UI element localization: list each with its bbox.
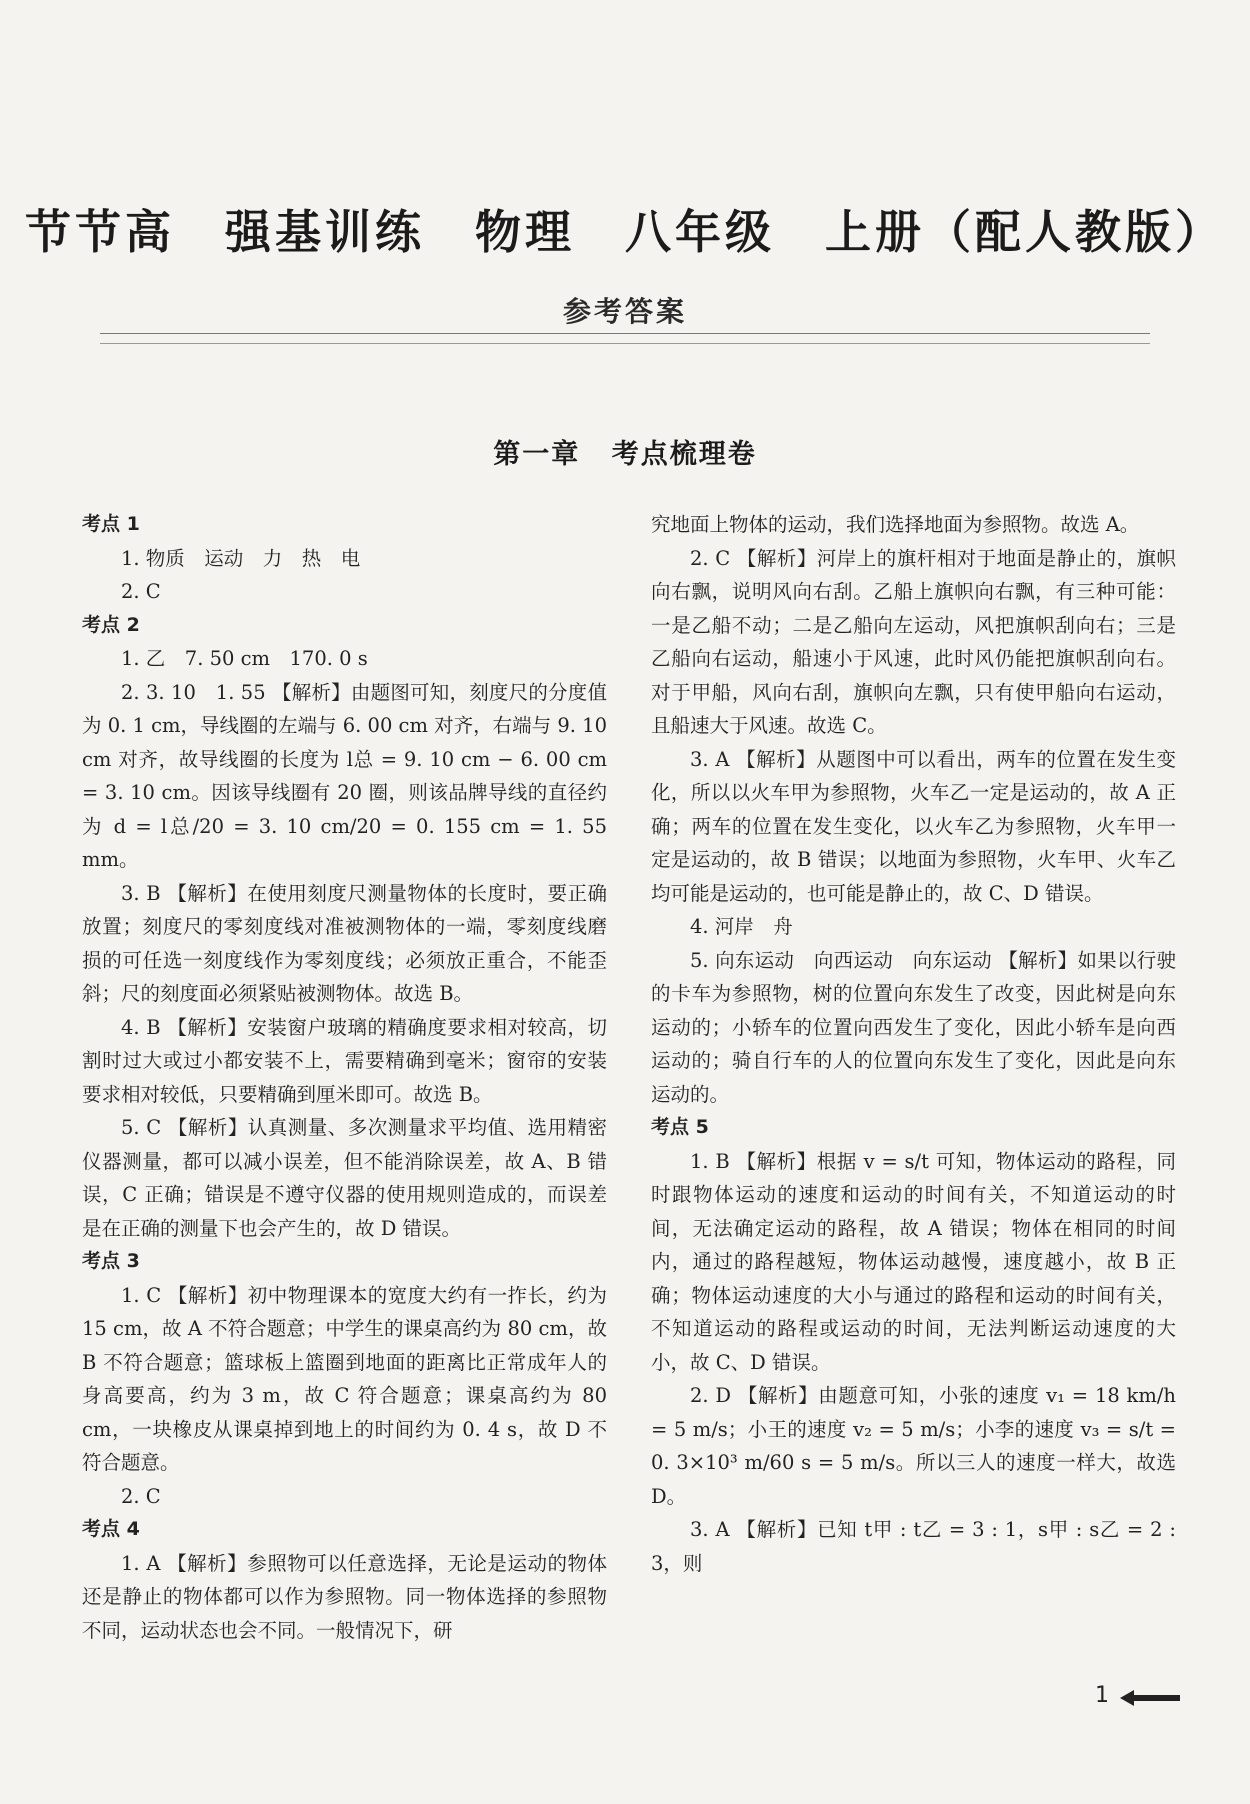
page-title: 节节高 强基训练 物理 八年级 上册（配人教版） xyxy=(24,205,1226,259)
chapter-heading: 第一章 考点梳理卷 xyxy=(493,439,757,470)
right-column xyxy=(651,508,1176,1580)
answer-paragraph: 2. D 【解析】由题意可知，小张的速度 v₁ = 18 km/h = 5 m/s；小王的速度 v₂ = 5 m/s；小李的速度 v₃ = s/t = 0. 3×10³ m/60 s = 5 m/s。所以三人的速度一样大，故选 D。 xyxy=(651,1384,1176,1508)
section-heading: 考点 4 xyxy=(82,1518,140,1540)
answer-paragraph: 5. C 【解析】认真测量、多次测量求平均值、选用精密仪器测量，都可以减小误差，但不能消除误差，故 A、B 错误，C 正确；错误是不遵守仪器的使用规则造成的，而误差是在正确的测量下也会产生的，故 D 错误。 xyxy=(82,1116,607,1240)
answer-paragraph: 1. 物质 运动 力 热 电 xyxy=(121,546,361,570)
answer-paragraph: 2. C xyxy=(121,1484,161,1508)
page-number: 1 xyxy=(1095,1683,1109,1708)
answer-paragraph: 1. C 【解析】初中物理课本的宽度大约有一拃长，约为 15 cm，故 A 不符合题意；中学生的课桌高约为 80 cm，故 B 不符合题意；篮球板上篮圈到地面的距离比正常成年人的身高要高，约为 3 m，故 C 符合题意；课桌高约为 80 cm，一块橡皮从课桌掉到地上的时间约为 0. 4 s，故 D 不符合题意。 xyxy=(82,1283,607,1474)
page-subtitle: 参考答案 xyxy=(562,295,687,328)
section-heading: 考点 5 xyxy=(651,1116,709,1138)
answer-paragraph: 4. 河岸 舟 xyxy=(690,915,793,938)
left-column xyxy=(82,508,607,1647)
answer-paragraph: 3. A 【解析】从题图中可以看出，两车的位置在发生变化，所以以火车甲为参照物，火车乙一定是运动的，故 A 正确；两车的位置在发生变化，以火车乙为参照物，火车甲一定是运动的，故 B 错误；以地面为参照物，火车甲、火车乙均可能是运动的，也可能是静止的，故 C、D 错误。 xyxy=(651,747,1176,905)
answer-paragraph: 1. 乙 7. 50 cm 170. 0 s xyxy=(121,647,368,670)
answer-paragraph: 5. 向东运动 向西运动 向东运动 【解析】如果以行驶的卡车为参照物，树的位置向东发生了改变，因此树是向东运动的；小轿车的位置向西发生了变化，因此小轿车是向西运动的；骑自行车的人的位置向东发生了变化，因此是向东运动的。 xyxy=(651,948,1176,1106)
answer-paragraph: 2. C xyxy=(121,580,161,603)
section-heading: 考点 1 xyxy=(82,513,140,535)
answer-paragraph: 1. B 【解析】根据 v = s/t 可知，物体运动的路程，同时跟物体运动的速度和运动的时间有关，不知道运动的时间，无法确定运动的路程，故 A 错误；物体在相同的时间内，通过的路程越短，物体运动越慢，速度越小，故 B 正确；物体运动速度的大小与通过的路程和运动的时间有关，不知道运动的路程或运动的时间，无法判断运动速度的大小，故 C、D 错误。 xyxy=(651,1149,1176,1374)
header-rule-top xyxy=(100,333,1150,334)
answer-paragraph: 4. B 【解析】安装窗户玻璃的精确度要求相对较高，切割时过大或过小都安装不上，需要精确到毫米；窗帘的安装要求相对较低，只要精确到厘米即可。故选 B。 xyxy=(82,1015,607,1106)
section-heading: 考点 3 xyxy=(82,1250,140,1272)
answer-paragraph: 3. B 【解析】在使用刻度尺测量物体的长度时，要正确放置；刻度尺的零刻度线对准被测物体的一端，零刻度线磨损的可任选一刻度线作为零刻度线；必须放正重合，不能歪斜；尺的刻度面必须紧贴被测物体。故选 B。 xyxy=(82,881,607,1005)
answer-paragraph: 3. A 【解析】已知 t甲 : t乙 = 3 : 1，s甲 : s乙 = 2 : 3，则 xyxy=(651,1518,1176,1575)
answer-paragraph: 2. 3. 10 1. 55 【解析】由题图可知，刻度尺的分度值为 0. 1 cm，导线圈的左端与 6. 00 cm 对齐，右端与 9. 10 cm 对齐，故导线圈的长度为 l总 = 9. 10 cm − 6. 00 cm = 3. 10 cm。因该导线圈有 20 圈，则该品牌导线的直径约为 d = l总/20 = 3. 10 cm/20 = 0. 155 cm = 1. 55 mm。 xyxy=(82,680,607,871)
answer-paragraph: 究地面上物体的运动，我们选择地面为参照物。故选 A。 xyxy=(651,513,1140,536)
section-heading: 考点 2 xyxy=(82,613,140,636)
header-rule-bottom xyxy=(100,343,1150,344)
left-arrow-icon xyxy=(1120,1686,1180,1710)
answer-paragraph: 2. C 【解析】河岸上的旗杆相对于地面是静止的，旗帜向右飘，说明风向右刮。乙船上旗帜向右飘，有三种可能：一是乙船不动；二是乙船向左运动，风把旗帜刮向右；三是乙船向右运动，船速小于风速，此时风仍能把旗帜刮向右。对于甲船，风向右刮，旗帜向左飘，只有使甲船向右运动，且船速大于风速。故选 C。 xyxy=(651,546,1176,737)
answer-paragraph: 1. A 【解析】参照物可以任意选择，无论是运动的物体还是静止的物体都可以作为参照物。同一物体选择的参照物不同，运动状态也会不同。一般情况下，研 xyxy=(82,1551,607,1642)
